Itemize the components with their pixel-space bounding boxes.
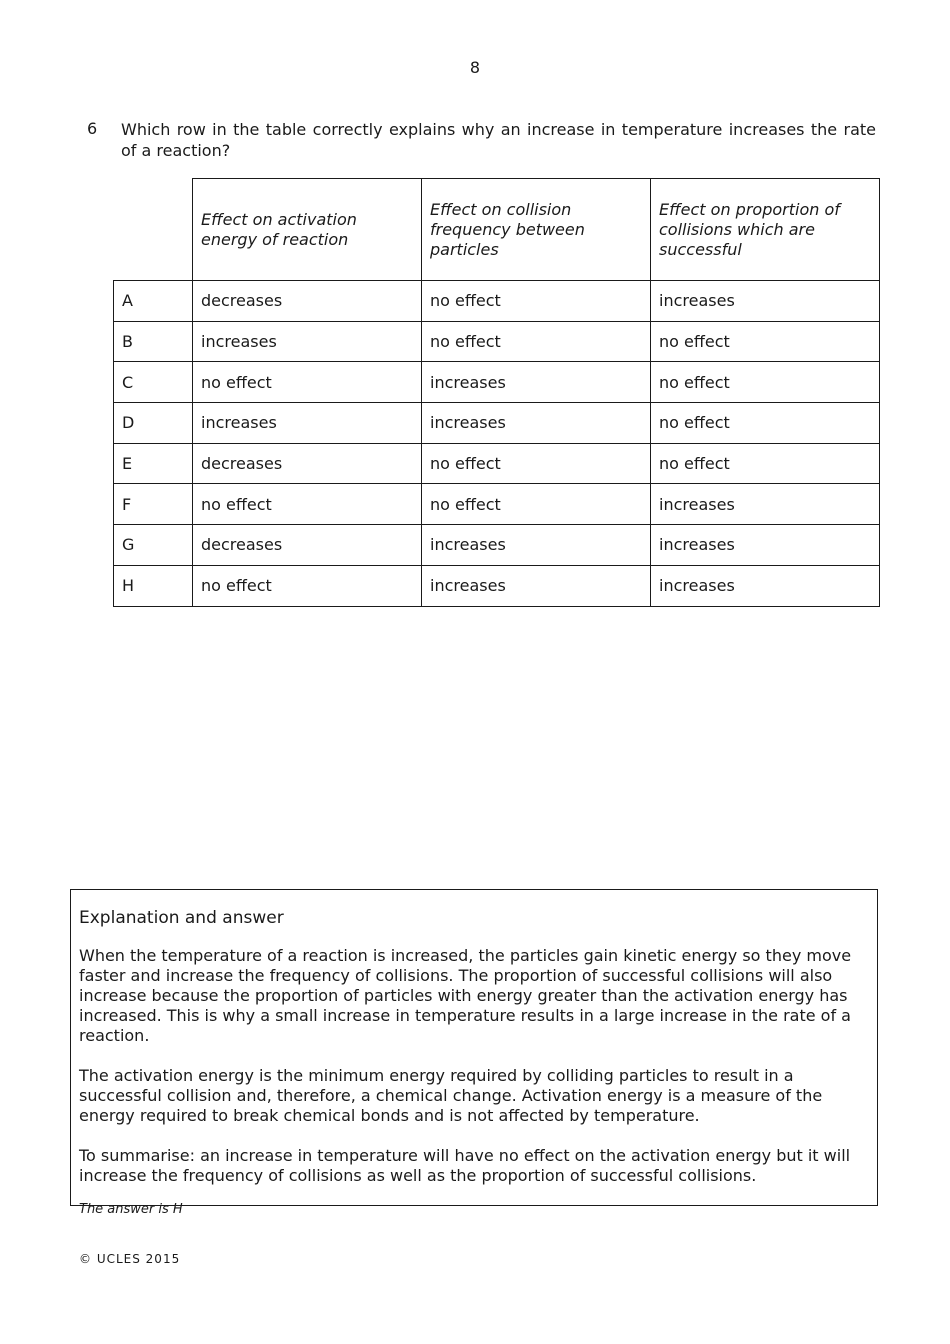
explanation-paragraph: The activation energy is the minimum energy required by colliding particles to result in a successful collision and, therefore, a chemical change. Activation energy is a measure of the energy required to break chemical bonds and is not affected by temperature. xyxy=(79,1066,823,1125)
header-collision-frequency: Effect on collision frequency between particles xyxy=(422,179,651,281)
cell-activation-energy: no effect xyxy=(193,565,422,606)
cell-successful-proportion: no effect xyxy=(651,403,880,444)
explanation-title: Explanation and answer xyxy=(79,908,284,928)
answer-table xyxy=(113,178,880,607)
cell-successful-proportion: no effect xyxy=(651,443,880,484)
page-number: 8 xyxy=(469,58,481,77)
cell-collision-frequency: no effect xyxy=(422,281,651,322)
answer-statement: The answer is H xyxy=(79,1202,183,1217)
cell-collision-frequency: increases xyxy=(422,525,651,566)
cell-successful-proportion: increases xyxy=(651,484,880,525)
table-row xyxy=(114,321,880,362)
row-label: H xyxy=(114,565,193,606)
cell-successful-proportion: increases xyxy=(651,281,880,322)
cell-collision-frequency: no effect xyxy=(422,443,651,484)
table-row xyxy=(114,362,880,403)
cell-activation-energy: increases xyxy=(193,321,422,362)
question-text: Which row in the table correctly explains why an increase in temperature increases the rate of a reaction? xyxy=(121,120,876,160)
table-row xyxy=(114,565,880,606)
cell-collision-frequency: no effect xyxy=(422,484,651,525)
cell-successful-proportion: no effect xyxy=(651,321,880,362)
table-row xyxy=(114,484,880,525)
explanation-box xyxy=(70,889,878,1217)
row-label: D xyxy=(114,403,193,444)
question-number: 6 xyxy=(87,119,98,138)
copyright-footer: © UCLES 2015 xyxy=(79,1252,181,1266)
header-blank xyxy=(114,179,193,281)
cell-activation-energy: decreases xyxy=(193,443,422,484)
explanation-paragraph: When the temperature of a reaction is increased, the particles gain kinetic energy so they move faster and increase the frequency of collisions. The proportion of successful collisions will also increase because the proportion of particles with energy greater than the activation energy has increased. This is why a small increase in temperature results in a large increase in the rate of a reaction. xyxy=(79,946,852,1045)
row-label: F xyxy=(114,484,193,525)
row-label: E xyxy=(114,443,193,484)
cell-successful-proportion: increases xyxy=(651,565,880,606)
cell-activation-energy: no effect xyxy=(193,484,422,525)
header-activation-energy: Effect on activation energy of reaction xyxy=(193,179,422,281)
cell-collision-frequency: increases xyxy=(422,362,651,403)
row-label: A xyxy=(114,281,193,322)
explanation-paragraph: To summarise: an increase in temperature will have no effect on the activation energy but it will increase the frequency of collisions as well as the proportion of successful collisions. xyxy=(79,1146,851,1185)
cell-activation-energy: decreases xyxy=(193,281,422,322)
cell-successful-proportion: increases xyxy=(651,525,880,566)
header-successful-proportion: Effect on proportion of collisions which are successful xyxy=(651,179,880,281)
table-header-row xyxy=(114,179,880,281)
table-row xyxy=(114,443,880,484)
table-row xyxy=(114,281,880,322)
row-label: G xyxy=(114,525,193,566)
row-label: B xyxy=(114,321,193,362)
cell-collision-frequency: increases xyxy=(422,403,651,444)
table-row xyxy=(114,403,880,444)
cell-collision-frequency: no effect xyxy=(422,321,651,362)
cell-activation-energy: no effect xyxy=(193,362,422,403)
cell-activation-energy: decreases xyxy=(193,525,422,566)
row-label: C xyxy=(114,362,193,403)
table-row xyxy=(114,525,880,566)
cell-activation-energy: increases xyxy=(193,403,422,444)
cell-successful-proportion: no effect xyxy=(651,362,880,403)
cell-collision-frequency: increases xyxy=(422,565,651,606)
